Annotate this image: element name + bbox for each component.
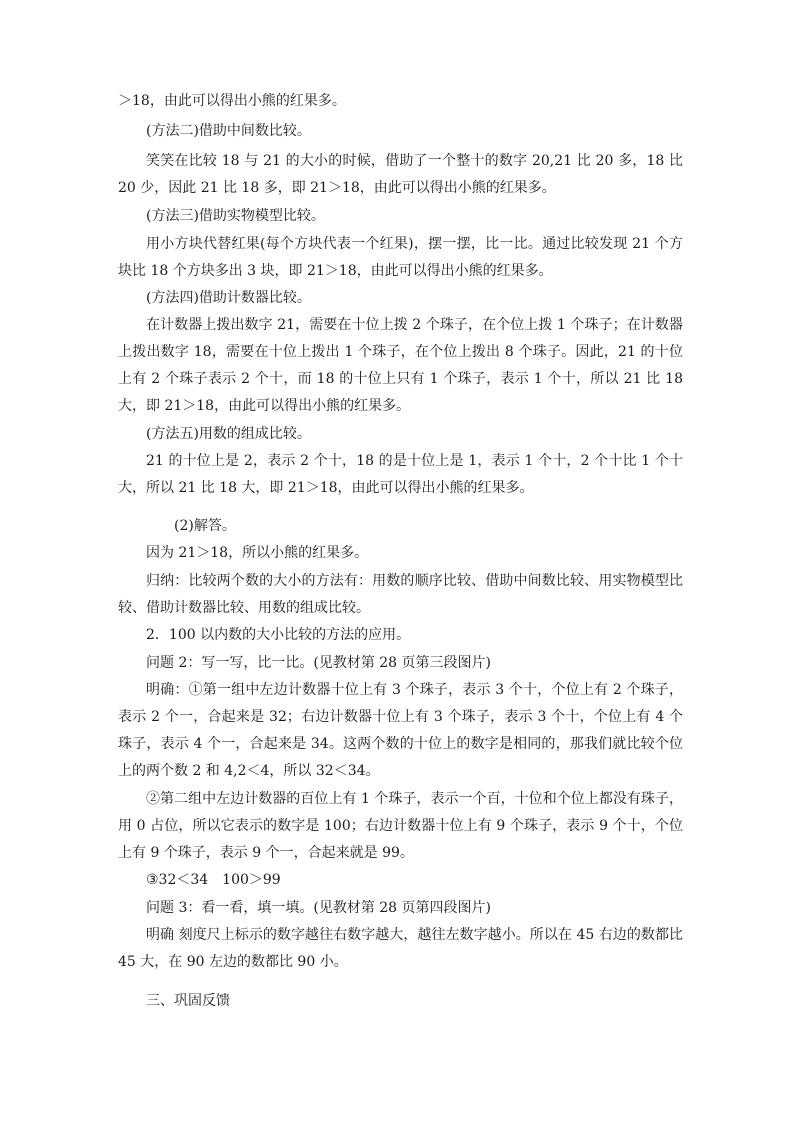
paragraph-method-2: 笑笑在比较 18 与 21 的大小的时候，借助了一个整十的数字 20,21 比 20 多，18 比 20 少，因此 21 比 18 多，即 21＞18，由此可以得出小熊的红果多。 (118, 153, 683, 196)
question-3: 问题 3：看一看，填一填。(见教材第 28 页第四段图片) (146, 900, 491, 916)
heading-method-4: (方法四)借助计数器比较。 (146, 290, 311, 306)
paragraph-clarify-ruler: 明确 刻度尺上标示的数字越往右数字越大，越往左数字越小。所以在 45 右边的数都比 45 大，在 90 左边的数都比 90 小。 (118, 927, 683, 970)
paragraph-clarify-3: ③32＜34 100＞99 (146, 872, 281, 888)
heading-method-3: (方法三)借助实物模型比较。 (146, 208, 325, 224)
question-2: 问题 2：写一写，比一比。(见教材第 28 页第三段图片) (146, 655, 491, 671)
paragraph-method-3: 用小方块代替红果(每个方块代表一个红果)，摆一摆，比一比。通过比较发现 21 个方块比 18 个方块多出 3 块，即 21＞18，由此可以得出小熊的红果多。 (118, 236, 683, 279)
heading-section-3: 三、巩固反馈 (146, 993, 230, 1009)
heading-section-2: 2．100 以内数的大小比较的方法的应用。 (146, 627, 411, 643)
heading-method-2: (方法二)借助中间数比较。 (146, 123, 311, 139)
heading-answer: (2)解答。 (174, 518, 236, 534)
paragraph-method-5: 21 的十位上是 2，表示 2 个十，18 的是十位上是 1，表示 1 个十，2 个十比 1 个十大，所以 21 比 18 大，即 21＞18，由此可以得出小熊的红果多。 (118, 453, 683, 496)
paragraph-answer: 因为 21＞18，所以小熊的红果多。 (146, 545, 369, 561)
paragraph-clarify-2: ②第二组中左边计数器的百位上有 1 个珠子，表示一个百，十位和个位上都没有珠子，用 0 占位，所以它表示的数字是 100；右边计数器十位上有 9 个珠子，表示 9 个十，个位上有 9 个珠子，表示 9 个一，合起来就是 99。 (118, 791, 683, 861)
paragraph-continuation: ＞18，由此可以得出小熊的红果多。 (118, 93, 346, 109)
heading-method-5: (方法五)用数的组成比较。 (146, 426, 311, 442)
paragraph-method-4: 在计数器上拨出数字 21，需要在十位上拨 2 个珠子，在个位上拨 1 个珠子；在计数器上拨出数字 18，需要在十位上拨出 1 个珠子，在个位上拨出 8 个珠子。因此，21 的十位上有 2 个珠子表示 2 个十，而 18 的十位上只有 1 个珠子，表示 1 个十，所以 21 比 18 大，即 21＞18，由此可以得出小熊的红果多。 (118, 317, 683, 414)
paragraph-summary: 归纳：比较两个数的大小的方法有：用数的顺序比较、借助中间数比较、用实物模型比较、借助计数器比较、用数的组成比较。 (118, 573, 683, 616)
paragraph-clarify-1: 明确：①第一组中左边计数器十位上有 3 个珠子，表示 3 个十，个位上有 2 个珠子，表示 2 个一，合起来是 32；右边计数器十位上有 3 个珠子，表示 3 个十，个位上有 4 个珠子，表示 4 个一，合起来是 34。这两个数的十位上的数字是相同的，那我们就比较个位上的两个数 2 和 4,2＜4，所以 32＜34。 (118, 682, 683, 779)
